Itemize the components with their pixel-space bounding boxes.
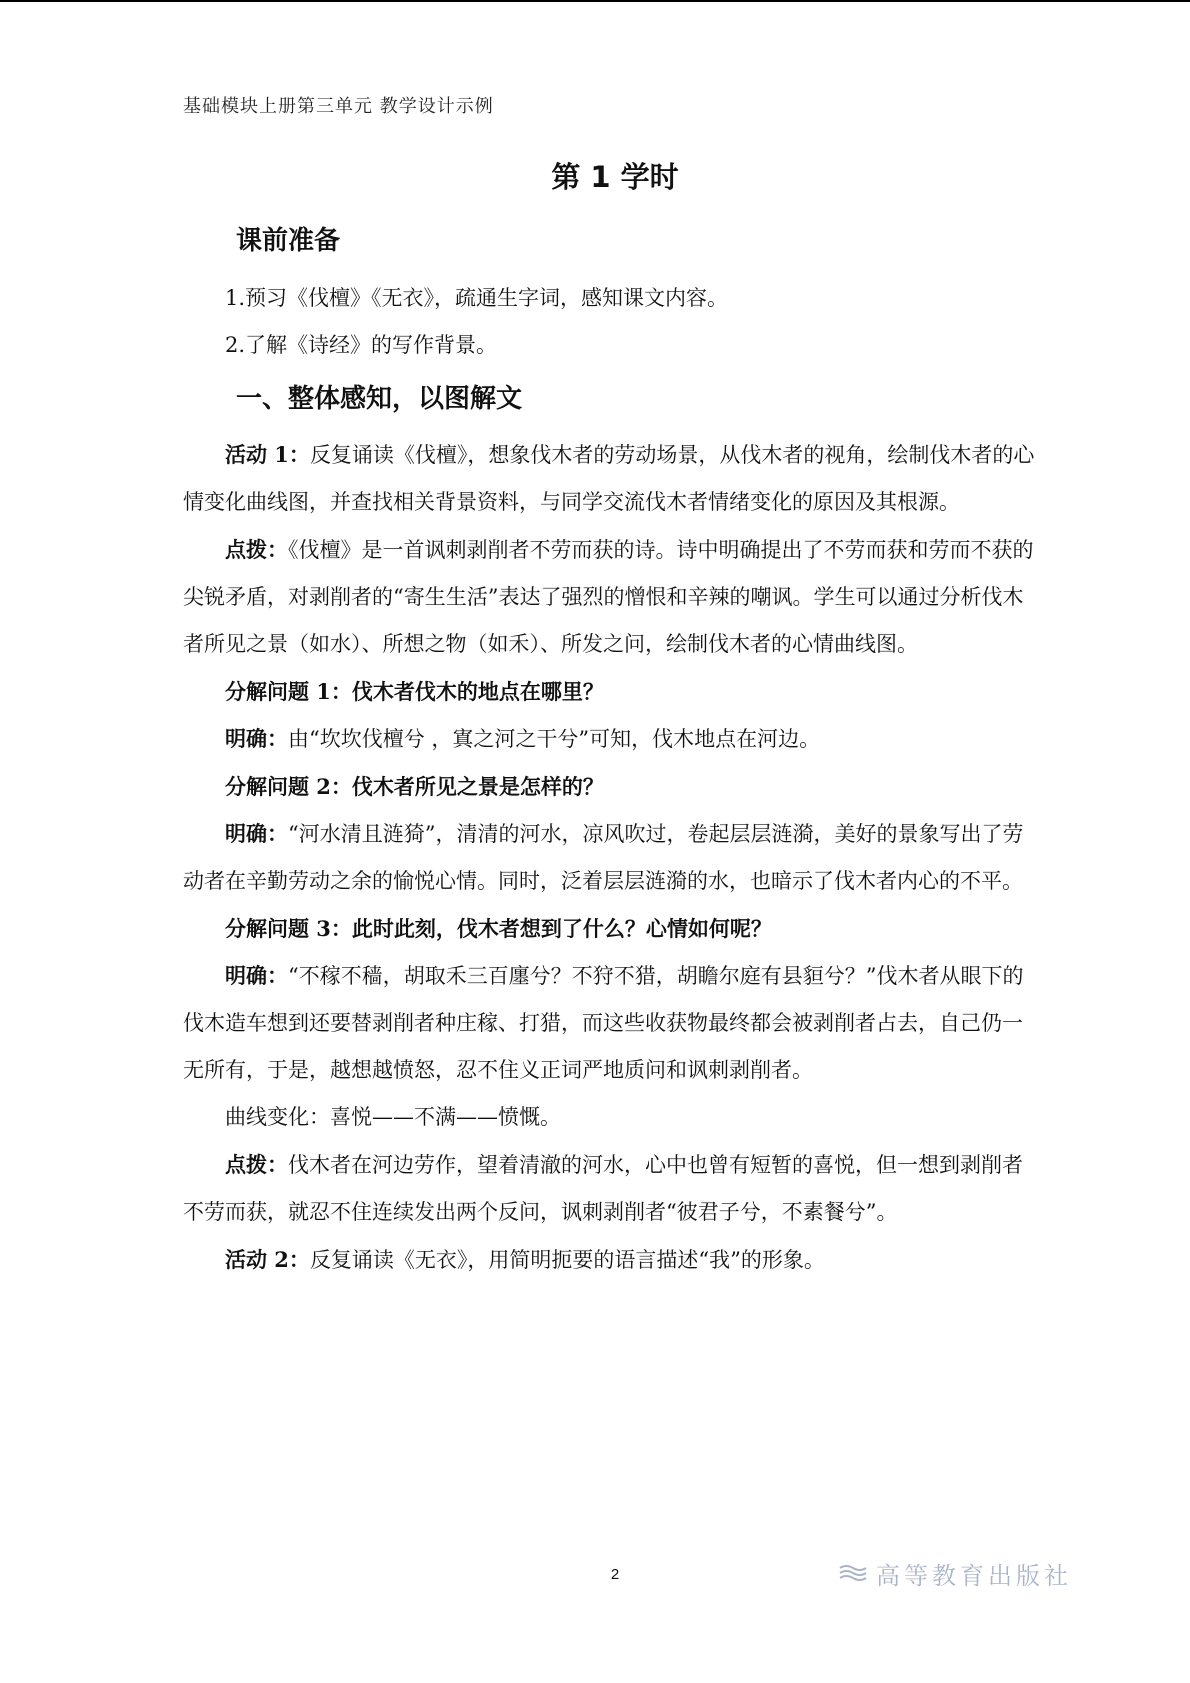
publisher-logo-icon [838,1561,868,1585]
tip-2 [183,1141,1041,1236]
tip-2-text: 伐木者在河边劳作，望着清澈的河水，心中也曾有短暂的喜悦，但一想到剥削者不劳而获，就忍不住连续发出两个反问，讽刺剥削者“彼君子兮，不素餐兮”。 [183,1153,1023,1224]
section-heading-overview: 一、整体感知，以图解文 [236,384,523,414]
answer-1-text: 由“坎坎伐檀兮 ，寘之河之干兮”可知，伐木地点在河边。 [288,727,821,751]
answer-2-label: 明确： [225,821,288,846]
activity-2-text: 反复诵读《无衣》，用简明扼要的语言描述“我”的形象。 [309,1248,825,1272]
answer-3-label: 明确： [225,963,288,988]
activity-1 [183,431,1041,526]
question-1: 分解问题 1：伐木者伐木的地点在哪里？ [225,679,604,704]
prep-item-1: 1.预习《伐檀》《无衣》，疏通生字词，感知课文内容。 [225,286,729,310]
prep-item-2: 2.了解《诗经》的写作背景。 [225,333,498,357]
answer-2 [183,810,1041,905]
publisher-name: 高等教育出版社 [876,1561,1072,1590]
answer-1-label: 明确： [225,726,288,751]
page-title: 第 1 学时 [551,160,679,194]
top-border-line [0,0,1190,2]
publisher-logo [838,1556,1072,1590]
main-content [183,275,1041,1284]
tip-2-label: 点拨： [225,1152,288,1177]
activity-2 [183,1236,1041,1284]
activity-1-label: 活动 1： [225,442,310,467]
curve-change: 曲线变化：喜悦——不满——愤慨。 [225,1105,561,1129]
section-heading-prep: 课前准备 [236,226,341,256]
answer-1 [183,715,1041,763]
tip-1 [183,526,1041,668]
tip-1-label: 点拨： [225,537,288,562]
running-header: 基础模块上册第三单元 教学设计示例 [183,96,494,117]
answer-3 [183,952,1041,1094]
activity-2-label: 活动 2： [225,1247,310,1272]
page-number: 2 [610,1566,620,1583]
question-2: 分解问题 2：伐木者所见之景是怎样的？ [225,774,604,799]
question-3: 分解问题 3：此时此刻，伐木者想到了什么？心情如何呢？ [225,916,772,941]
answer-2-text: “河水清且涟猗”，清清的河水，凉风吹过，卷起层层涟漪，美好的景象写出了劳动者在辛勤劳动之余的愉悦心情。同时，泛着层层涟漪的水，也暗示了伐木者内心的不平。 [183,822,1024,893]
tip-1-text: 《伐檀》是一首讽刺剥削者不劳而获的诗。诗中明确提出了不劳而获和劳而不获的尖锐矛盾，对剥削者的“寄生生活”表达了强烈的憎恨和辛辣的嘲讽。学生可以通过分析伐木者所见之景（如水）、所想之物（如禾）、所发之问，绘制伐木者的心情曲线图。 [183,538,1034,656]
answer-3-text: “不稼不穑，胡取禾三百廛兮？不狩不猎，胡瞻尔庭有县貆兮？”伐木者从眼下的伐木造车想到还要替剥削者种庄稼、打猎，而这些收获物最终都会被剥削者占去，自己仍一无所有，于是，越想越愤怒，忍不住义正词严地质问和讽刺剥削者。 [183,964,1024,1082]
activity-1-text: 反复诵读《伐檀》，想象伐木者的劳动场景，从伐木者的视角，绘制伐木者的心情变化曲线图，并查找相关背景资料，与同学交流伐木者情绪变化的原因及其根源。 [183,443,1035,514]
